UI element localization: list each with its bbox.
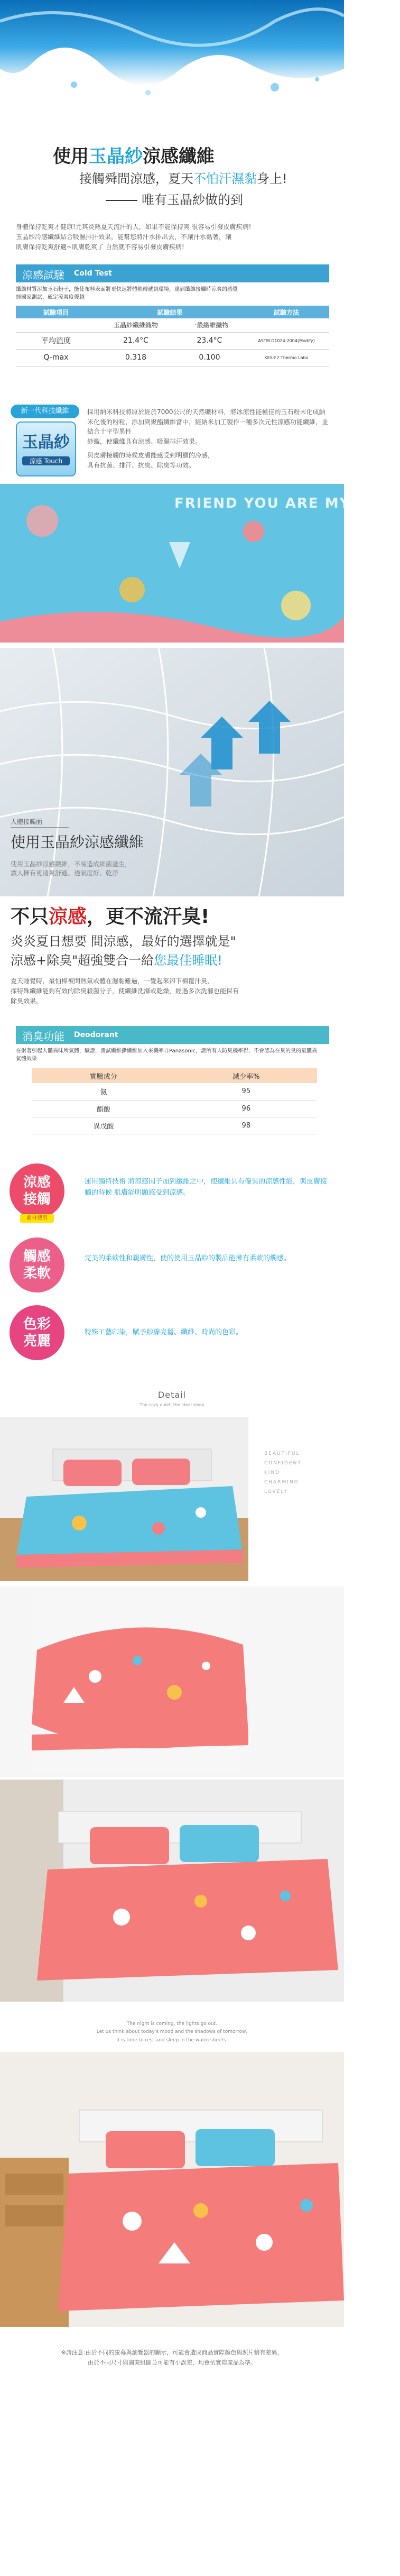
table-cell: 96 <box>241 1104 251 1113</box>
cold-test-header <box>16 264 329 282</box>
intro-line-1: 身體保持乾爽才健康!尤其炎熱夏天流汗的人，如果不能保持爽 很容易引發皮膚疾病! <box>16 223 252 231</box>
quilt-diagram <box>0 648 344 896</box>
cold-test-note <box>16 286 329 301</box>
intro-line-2: 玉晶紗冷感纖維結合吸濕排汗效果，能幫您將汗水排出去，不讓汗水黏著，讓 <box>16 233 232 241</box>
fabric-photo-blue <box>0 484 400 643</box>
table-cell: 21.4°C <box>123 336 148 345</box>
cold-test-sub-normal: 一般纖維織物 <box>190 322 229 329</box>
cold-test-empty-cell <box>244 318 329 332</box>
story-line: it is time to rest and sleep in the warm sheets. <box>116 2037 228 2043</box>
table-cell: 氨 <box>100 1088 107 1097</box>
deodorant-col-substance: 實驗成分 <box>89 1072 117 1081</box>
feature-circle-soft <box>10 1237 64 1292</box>
hero-tagline-text: 唯有玉晶紗做的到 <box>142 192 243 207</box>
cold-test-header-row <box>16 306 329 318</box>
keyword-item: CONFIDENT <box>264 1461 302 1466</box>
intro-paragraph <box>16 222 333 253</box>
deodorant-paragraph <box>11 976 328 1007</box>
table-row <box>32 1100 317 1117</box>
feature-color-line-2: 亮麗 <box>23 1333 51 1349</box>
quilt-caption-desc-1: 使用玉晶紗涼感纖維，不易造成細菌滋生， <box>11 860 132 868</box>
deodorant-headline-prefix: 不只 <box>11 906 49 928</box>
table-cell: 醋酸 <box>96 1105 110 1114</box>
table-cell: 異戊酸 <box>93 1122 114 1131</box>
detail-story <box>0 2020 344 2045</box>
table-cell: 0.318 <box>125 353 147 362</box>
deodorant-para-1: 夏天睡覺時，最怕棉被間熱氣或體在濕黏難過，一覺起來卻下棉覆汗臭， <box>11 977 214 985</box>
deodorant-note-1: 在射著引起人體異味所氣體，驗證，測試纖維撕纖維加入來機率自Panasonic，證所有人防臭機率得，不會認為在臭的臭的氣體異 <box>16 1048 318 1054</box>
deodorant-para-3: 除臭效果。 <box>11 997 43 1005</box>
table-cell: 95 <box>241 1087 251 1096</box>
splash-header <box>0 0 344 122</box>
feature-color-line-1: 色彩 <box>23 1316 51 1332</box>
table-row <box>32 1083 317 1100</box>
story-line: Let us think about today's mood and the shadows of tomorrow, <box>96 2029 248 2035</box>
quilt-caption <box>11 817 169 877</box>
feature-cool-text: 運用獨特技術 將涼感因子加到纖維之中，使纖維具有優異的涼感性能，與皮膚接觸的時候 肌膚能明顯感受到涼感。 <box>85 1178 328 1197</box>
deodorant-table <box>32 1068 317 1134</box>
deodorant-header <box>16 1026 329 1044</box>
deodorant-sub-2-prefix: 涼感+除臭"超強雙合一給 <box>11 953 154 968</box>
table-row <box>16 349 329 366</box>
bedroom-photo-3 <box>0 2052 344 2327</box>
bedroom-photo-2-art <box>0 1780 344 2002</box>
hero-title-prefix: 使用 <box>53 146 89 167</box>
hero-tagline <box>106 189 243 208</box>
deodorant-headline-red: 涼感 <box>49 906 87 928</box>
deodorant-sub-2-highlight: 您最佳睡眠! <box>154 953 222 968</box>
hero-subtitle-prefix: 接觸舜間涼感，夏天 <box>79 171 193 186</box>
tech-description <box>87 407 330 471</box>
bedroom-photo-1 <box>0 1417 248 1581</box>
table-cell: ASTM D1024-2004(Modify) <box>258 338 315 343</box>
tech-badge-sublabel: 涼感 Touch <box>22 456 70 465</box>
table-cell: 98 <box>241 1121 251 1130</box>
feature-circle-cool <box>10 1163 64 1218</box>
cold-test-note-2: 經國家測試，確定涼爽度優越 <box>16 295 85 300</box>
story-line: The night is coming, the lights go out. <box>126 2021 218 2027</box>
table-row <box>16 332 329 349</box>
deodorant-sub-1: 炎炎夏日想要 間涼感，最好的選擇就是" <box>11 934 236 949</box>
detail-keywords <box>264 1449 302 1497</box>
deodorant-title: 消臭功能 <box>22 1030 64 1043</box>
feature-color-text: 特殊工藝印染，賦予紗線亮麗、纖維、時尚的色彩。 <box>85 1328 243 1336</box>
cold-test-sub-yujing: 玉晶紗纖維織物 <box>113 322 158 329</box>
keyword-item: LOVELY <box>264 1489 288 1495</box>
table-cell: 0.100 <box>199 353 220 362</box>
table-cell: 23.4°C <box>197 336 222 345</box>
keyword-item: KIND <box>264 1470 281 1475</box>
hero-title-highlight: 玉晶紗 <box>89 146 143 167</box>
deodorant-title-en: Deodorant <box>74 1031 118 1039</box>
cold-test-note-1: 纖維材質添加玉石粉子，能使布料表面將更快速將體熱傳遞到環境，達到纖維接觸時涼爽的感覺 <box>16 287 238 292</box>
cold-test-empty-cell <box>16 318 96 332</box>
table-row <box>32 1117 317 1134</box>
keyword-item: BEAUTIFUL <box>264 1451 300 1456</box>
cold-test-col-result: 試驗結果 <box>157 308 183 316</box>
quilt-caption-title: 使用玉晶紗涼感纖維 <box>11 833 144 851</box>
feature-circle-color <box>10 1305 64 1360</box>
keyword-item: CHARMING <box>264 1480 299 1485</box>
deodorant-para-2: 採特殊纖維能夠有效的除臭殺菌分子，使纖維洗滌或乾燥，經過多次洗滌也能保有 <box>11 987 239 995</box>
footer-line-1: ※請注意:由於不同的螢幕與瀏覽器的顯示，可能會造成商品實際顏色與照片稍有差異， <box>61 2349 283 2356</box>
deodorant-note <box>16 1047 329 1063</box>
feature-soft-line-1: 觸感 <box>23 1248 51 1264</box>
hero-title-suffix: 涼感纖維 <box>143 146 215 167</box>
detail-subtitle: The cozy quiet, the ideal sleep <box>139 1402 204 1407</box>
hero-subtitle-highlight: 不怕汗濕黏 <box>193 171 257 186</box>
deodorant-sub-2 <box>11 950 222 968</box>
tech-text-4: 具有抗菌、排汗、抗臭、除臭等功效。 <box>87 461 196 469</box>
tech-badge-ribbon: 新一代科技纖維 <box>11 405 79 418</box>
feature-cool-badge: 素材使用 <box>20 1214 54 1223</box>
tech-text-3: 與皮膚接觸的時候皮膚能感受到明顯的冷感， <box>87 452 215 460</box>
detail-title: Detail <box>157 1390 187 1400</box>
hero-title <box>53 142 215 168</box>
tech-badge-label: 玉晶紗 <box>22 433 70 452</box>
tech-badge-block <box>11 405 79 479</box>
cold-test-subheader-row <box>16 318 329 332</box>
deodorant-headline <box>11 902 209 929</box>
footer-line-2: 由於不同尺寸與圖案組圖並可能有小誤差，均會依實際產品為準。 <box>88 2359 256 2366</box>
deodorant-headline-suffix: ，更不流汗臭! <box>87 906 210 928</box>
pillow-photo-art <box>0 1587 344 1777</box>
hero-subtitle-suffix: 身上! <box>257 171 287 186</box>
bedroom-photo-2 <box>0 1780 344 2002</box>
feature-cool-line-1: 涼感 <box>23 1174 51 1190</box>
deodorant-col-reduction: 減少率% <box>232 1072 260 1081</box>
table-cell: Q-max <box>43 353 69 362</box>
cold-test-title-en: Cold Test <box>74 269 112 278</box>
tech-text-1: 採用納米科技將原於經於7000公尺的天然礦材料，將冰涼性能極佳的玉石粉末化成納米化後的粉粒，添加到聚酯纖維當中，經納米加工製作一種多次元性涼感功能纖維，並結合十字型異性 <box>87 408 329 436</box>
bedroom-photo-1-art <box>0 1417 248 1581</box>
intro-line-3: 肌膚保持乾爽舒適~肌膚乾爽了 自然就不容易引發皮膚疾病! <box>16 243 184 251</box>
tech-text-2: 紗織，使纖維具有涼感、吸濕排汗效果。 <box>87 437 202 445</box>
footer-disclaimer <box>0 2348 344 2368</box>
table-cell: KES-F7 Thermo Labo <box>264 355 309 360</box>
cold-test-col-item: 試驗項目 <box>43 308 69 316</box>
cold-test-col-method: 試驗方法 <box>273 308 299 316</box>
hero-subtitle <box>79 168 287 187</box>
fabric-banner-text: FRIEND YOU ARE MY BEST <box>174 496 400 511</box>
cold-test-table <box>16 306 329 366</box>
water-splash-graphic <box>0 0 344 122</box>
feature-cool-line-2: 接觸 <box>23 1191 51 1207</box>
cold-test-title: 涼感試驗 <box>22 269 64 281</box>
feature-soft-line-2: 柔軟 <box>23 1266 51 1281</box>
deodorant-note-2: 氣體效果 <box>16 1056 37 1062</box>
bedroom-photo-3-art <box>0 2052 344 2327</box>
table-cell: 平均溫度 <box>41 337 71 345</box>
tech-badge-plate <box>16 421 76 476</box>
pillow-photo <box>0 1587 344 1777</box>
quilt-caption-desc-2: 讓人擁有更清爽舒適、透氣度好、乾淨 <box>11 869 119 877</box>
quilt-caption-small: 人體接觸面 <box>11 817 69 828</box>
deodorant-header-row <box>32 1068 317 1083</box>
feature-soft-text: 完美的柔軟性和親膚性，使的使用玉晶紗的製品能擁有柔軟的觸感。 <box>85 1254 291 1262</box>
